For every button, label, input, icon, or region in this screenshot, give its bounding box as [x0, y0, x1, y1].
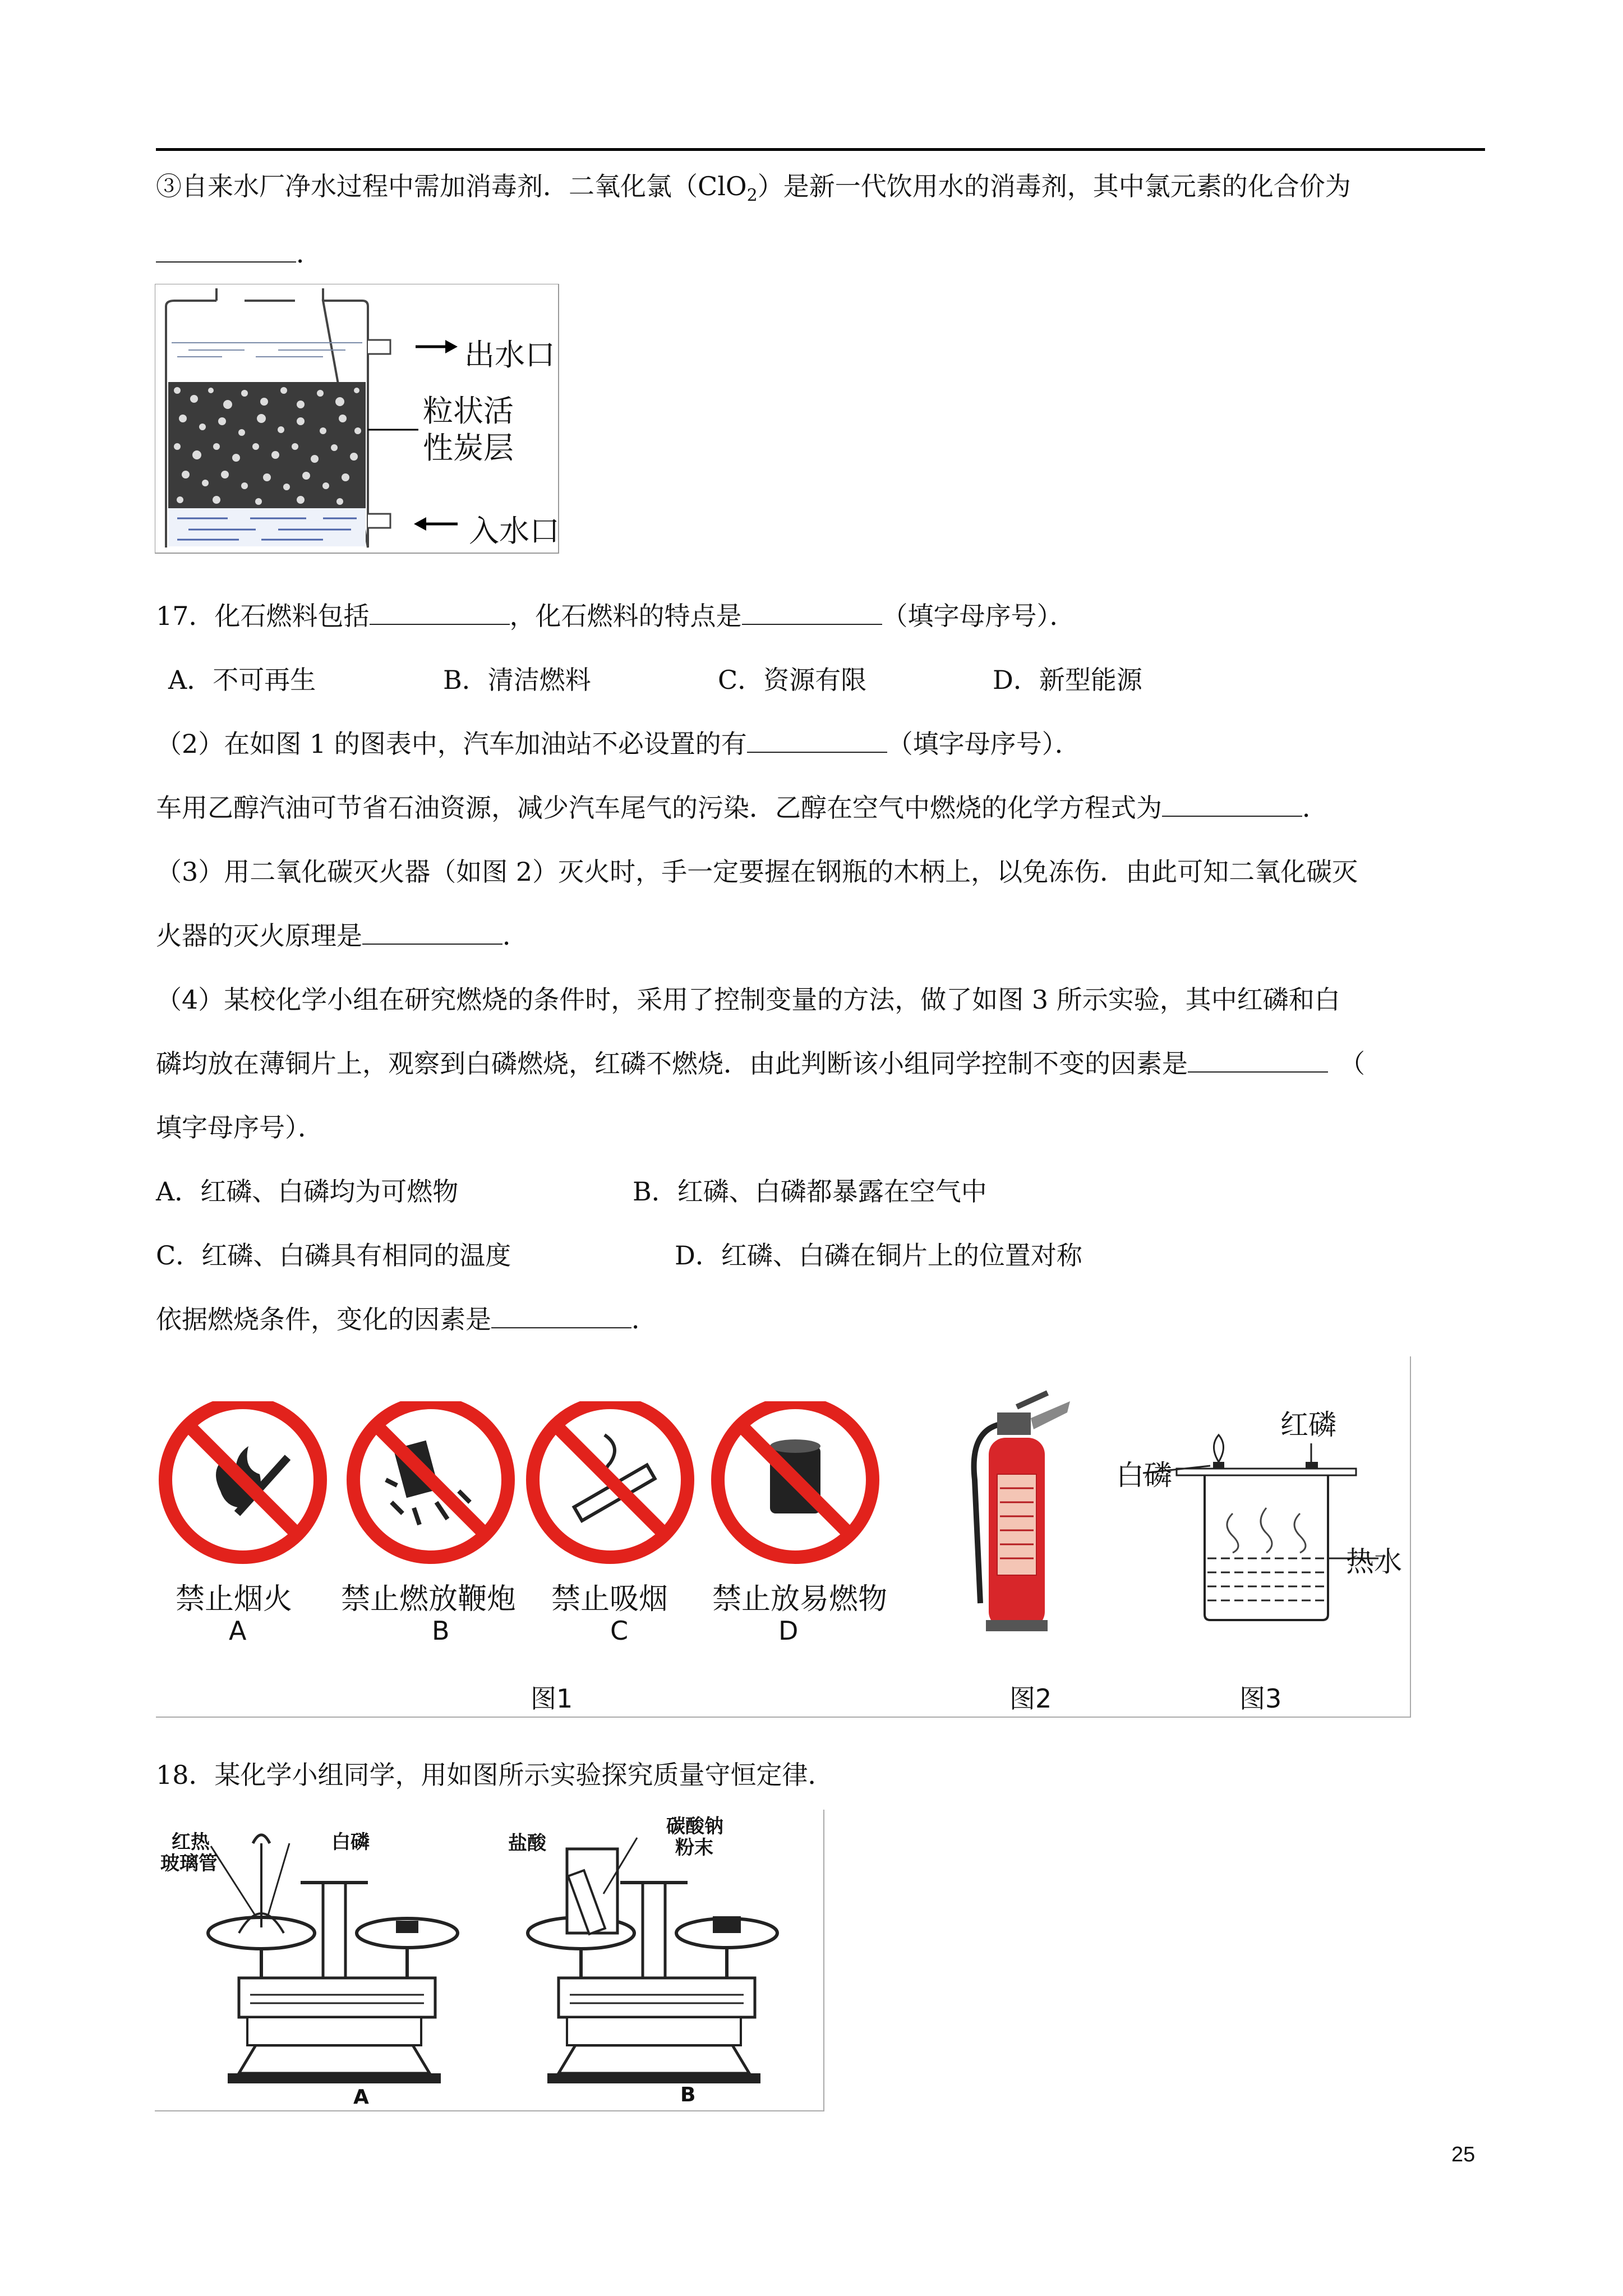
option-d: D．红磷、白磷在铜片上的位置对称 [675, 1240, 1082, 1271]
sign-c-label: 禁止吸烟 [551, 1582, 668, 1616]
text: 车用乙醇汽油可节省石油资源，减少汽车尾气的污染．乙醇在空气中燃烧的化学方程式为 [156, 793, 1162, 823]
q16-line3 [156, 168, 1351, 214]
q17-line12 [156, 1301, 657, 1337]
option-c: C．红磷、白磷具有相同的温度 [156, 1240, 511, 1271]
header-rule [156, 148, 1485, 151]
inlet-label: 入水口 [469, 513, 560, 549]
glass-tube-label-1: 红热 [172, 1831, 210, 1853]
option-c: C．资源有限 [718, 665, 867, 695]
option-b: B．红磷、白磷都暴露在空气中 [633, 1176, 987, 1207]
text: ． [1302, 793, 1328, 823]
option-b: B．清洁燃料 [443, 665, 591, 695]
q17-line6 [156, 918, 528, 954]
sign-c-letter: C [610, 1616, 629, 1646]
q17-line5: （3）用二氧化碳灭火器（如图 2）灭火时，手一定要握在钢瓶的木柄上，以免冻伤．由此可知二氧化碳灭 [156, 857, 1358, 887]
q17-line4 [156, 790, 1328, 826]
balance-a-letter: A [353, 2086, 369, 2109]
fire-extinguisher-icon [963, 1390, 1076, 1637]
sodium-carbonate-label-1: 碳酸钠 [666, 1815, 723, 1838]
no-firecrackers-sign-icon [353, 1402, 508, 1557]
text: 17．化石燃料包括 [156, 601, 370, 631]
subscript-2: 2 [746, 186, 758, 206]
answer-blank[interactable] [742, 599, 882, 625]
q17-line1 [156, 598, 1076, 634]
answer-blank[interactable] [491, 1303, 631, 1328]
white-phosphorus-label: 白磷 [1116, 1459, 1172, 1492]
q17-line3 [156, 726, 1081, 762]
answer-blank[interactable] [1162, 791, 1302, 817]
text: ，化石燃料的特点是 [509, 601, 742, 631]
q16-line3-text-post: ）是新一代饮用水的消毒剂，其中氯元素的化合价为 [757, 171, 1351, 201]
q16-line3-text: ③自来水厂净水过程中需加消毒剂．二氧化氯（ClO [156, 171, 747, 201]
text: （填字母序号）． [887, 729, 1081, 759]
answer-blank[interactable] [156, 237, 296, 263]
text: （填字母序号）． [882, 601, 1076, 631]
no-flammables-sign-icon [718, 1402, 873, 1557]
option-d: D．新型能源 [993, 665, 1142, 695]
carbon-label-2: 性炭层 [423, 430, 514, 466]
hcl-label: 盐酸 [508, 1832, 546, 1855]
sign-a-letter: A [229, 1616, 247, 1646]
balance-experiment-figure [155, 1810, 826, 2113]
q17-line7: （4）某校化学小组在研究燃烧的条件时，采用了控制变量的方法，做了如图 3 所示实验，其中红磷和白 [156, 984, 1340, 1015]
q17-options [168, 662, 1142, 698]
answer-blank[interactable] [1188, 1047, 1328, 1073]
q17-options-ab [156, 1174, 987, 1209]
period: ． [296, 238, 322, 269]
sodium-carbonate-label-2: 粉末 [675, 1837, 713, 1859]
q17-line8 [156, 1046, 1365, 1082]
option-a: A．红磷、白磷均为可燃物 [156, 1176, 459, 1207]
water-filter-figure [155, 284, 564, 559]
no-smoking-sign-icon [533, 1402, 688, 1557]
combustion-experiment-icon [1109, 1390, 1412, 1648]
text: （2）在如图 1 的图表中，汽车加油站不必设置的有 [156, 729, 747, 759]
figure-1-2-3-panel [156, 1356, 1412, 1719]
carbon-label-1: 粒状活 [423, 393, 514, 429]
fig3-caption: 图3 [1239, 1683, 1282, 1714]
balance-b-letter: B [680, 2083, 696, 2106]
option-a: A．不可再生 [168, 665, 316, 695]
balance-b-icon [528, 1838, 777, 2083]
page-number: 25 [1451, 2143, 1476, 2166]
q16-answer-line [156, 236, 322, 272]
sign-a-label: 禁止烟火 [176, 1582, 293, 1616]
fig2-caption: 图2 [1009, 1683, 1052, 1714]
no-fire-sign-icon [165, 1402, 320, 1557]
hot-water-label: 热水 [1346, 1545, 1402, 1578]
text: 依据燃烧条件，变化的因素是 [156, 1304, 491, 1335]
answer-blank[interactable] [747, 727, 887, 753]
answer-blank[interactable] [370, 599, 510, 625]
red-phosphorus-label: 红磷 [1280, 1409, 1336, 1441]
sign-b-letter: B [432, 1616, 450, 1646]
text: ． [631, 1304, 657, 1335]
sign-d-letter: D [778, 1616, 799, 1646]
text: （ [1339, 1048, 1365, 1079]
glass-tube-label-2: 玻璃管 [160, 1852, 218, 1875]
text: ． [502, 921, 528, 951]
sign-d-label: 禁止放易燃物 [712, 1582, 888, 1616]
balance-a-icon [208, 1835, 458, 2083]
answer-blank[interactable] [362, 919, 502, 945]
q17-options-cd [156, 1237, 1082, 1273]
fig1-caption: 图1 [531, 1683, 573, 1714]
q18-title: 18．某化学小组同学，用如图所示实验探究质量守恒定律． [156, 1760, 834, 1790]
text: 磷均放在薄铜片上，观察到白磷燃烧，红磷不燃烧．由此判断该小组同学控制不变的因素是 [156, 1048, 1188, 1079]
q17-line9: 填字母序号）． [156, 1112, 324, 1143]
text: 火器的灭火原理是 [156, 921, 362, 951]
sign-b-label: 禁止燃放鞭炮 [341, 1582, 517, 1616]
white-phosphorus-label-a: 白磷 [331, 1831, 370, 1853]
outlet-label: 出水口 [464, 337, 555, 372]
